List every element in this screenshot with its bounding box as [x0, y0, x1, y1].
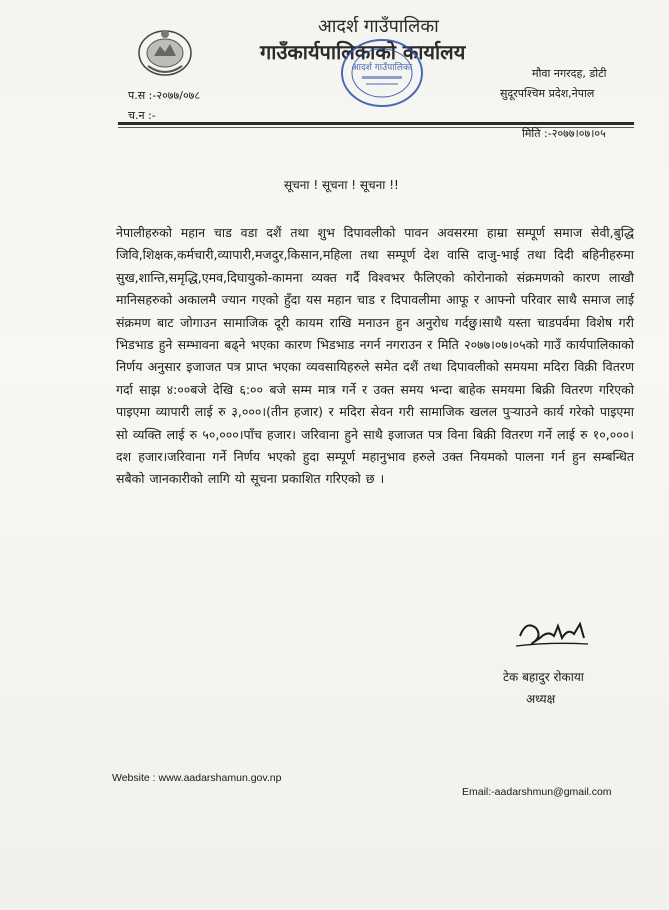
footer-email: Email:-aadarshmun@gmail.com [462, 786, 612, 798]
signatory-name: टेक बहादुर रोकाया [503, 670, 584, 684]
footer-website: Website : www.aadarshamun.gov.np [112, 772, 282, 784]
header-divider [118, 122, 634, 125]
address-line2: सुदूरपश्चिम प्रदेश,नेपाल [500, 87, 595, 100]
reference-number: प.स :-२०७७/०७८ [128, 89, 201, 102]
dispatch-number: च.न :- [128, 109, 156, 122]
signature-icon [514, 614, 590, 654]
notice-body: नेपालीहरुको महान चाड वडा दशैं तथा शुभ दिपावलीको पावन अवसरमा हाम्रा सम्पूर्ण समाज सेवी,बुद्धि जिवि,शिक्षक,कर्मचारी,व्यापारी,मजदुर,किसान,महिला तथा सम्पूर्ण देश वासि दाजु-भाई तथा दिदी बहिनीहरुमा सुख,शान्ति,समृद्धि,एमव,दिघायुको-कामना व्यक्त गर्दै विश्वभर फैलिएको कोरोनाको संक्रमणको कारण लाखौ मानिसहरुको अकालमै ज्यान गएको हुँदा यस महान चाड र दिपावलीमा आफू र आफ्नो परिवार साथै समाज लाई संक्रमण बाट जोगाउन सामाजिक दूरी कायम राखि मनाउन हुन अनुरोध गर्दछु।साथै यस्ता चाडपर्वमा विशेष गरी भिडभाड हुने सम्भावना बढ्ने भएका कारण भिडभाड नगर्न नगराउन र मिति २०७७।०७।०५को गाउँ कार्यपालिकाको निर्णय अनुसार इजाजत पत्र प्राप्त भएका व्यवसायिहरुले समेत दशैं तथा दिपावलीको समयमा मदिरा विक्री वितरण गर्दा साझ ४:००बजे देखि ६:०० बजे सम्म मात्र गर्ने र उक्त समय भन्दा बाहेक समयमा बिक्री वितरण गरिएको पाइएमा व्यापारी लाई रु ३,०००।(तीन हजार) र मदिरा सेवन गरी सामाजिक खलल पुऱ्याउने कार्य गरेको पाइएमा सो व्यक्ति लाई रु ५०,०००।पाँच हजार। जरिवाना हुने साथै इजाजत पत्र विना बिक्री वितरण गर्ने लाई रु १०,०००।दश हजार।जरिवाना गर्ने निर्णय भएको हुदा सम्पूर्ण महानुभाव हरुले उक्त नियमको पालना गर्न हुन सम्बन्धित सबैको जानकारीको लागि यो सूचना प्रकाशित गरिएको छ । [116, 225, 634, 487]
address-line1: मौवा नगरदह, डोटी [532, 67, 607, 80]
org-name-line1: आदर्श गाउँपालिका [318, 16, 439, 37]
office-stamp-icon [340, 38, 424, 108]
signatory-title: अध्यक्ष [526, 692, 556, 706]
nepal-emblem-icon [136, 26, 194, 78]
stamp-text: आदर्श गाउँपालिका [351, 63, 413, 73]
org-name-line2: गाउँकार्यपालिकाको कार्यालय [260, 40, 466, 64]
notice-date: मिति :-२०७७।०७।०५ [522, 127, 606, 140]
notice-heading: सूचना ! सूचना ! सूचना !! [284, 178, 399, 192]
